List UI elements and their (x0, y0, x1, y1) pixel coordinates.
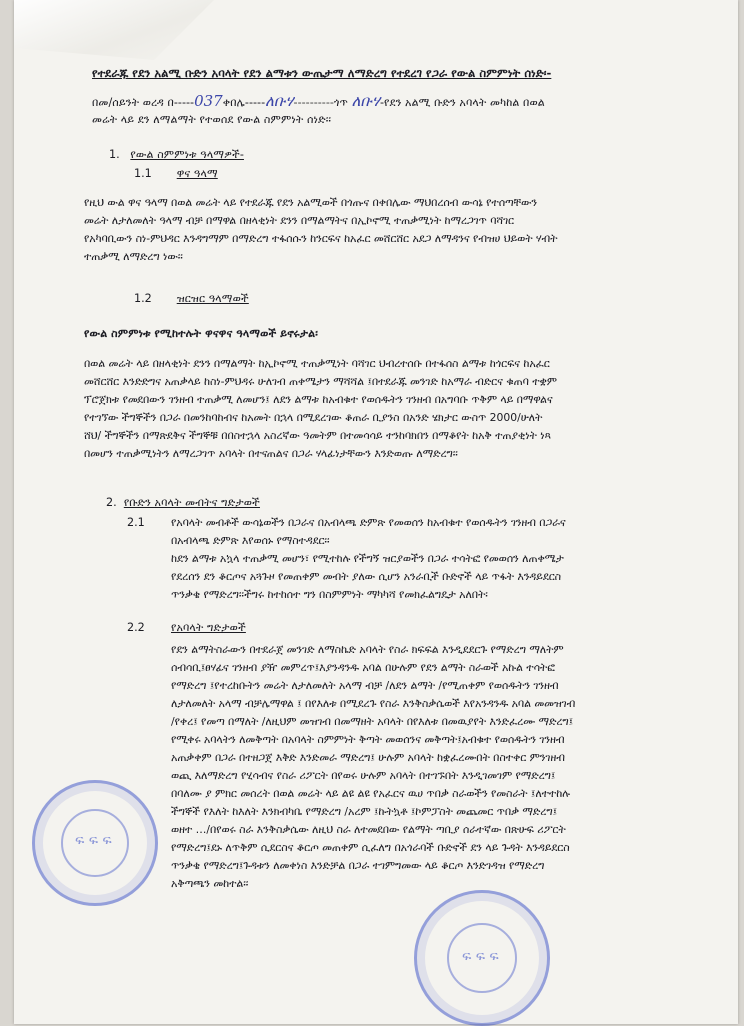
section-1-number: 1. (109, 148, 120, 161)
left-official-stamp (32, 780, 158, 906)
intro-line-1: በመ/ሰይንት ወረዳ በ-----037ቀበሌ-----ለቡሃ----------ጎጥ ለቡሃ-የደን አልሚ ቡድን አባላት መካከል በወል (92, 92, 545, 110)
section-1-2-title: ዝርዝር ዓላማወች (176, 292, 249, 305)
kebele-number-handwritten: 037 (194, 92, 223, 110)
section-1-heading (109, 148, 244, 162)
section-2-2-body: የደን ልማትስራውን በተደራጀ መንገድ ለማስኬድ አባላት የስራ ክፍፍል እንዲደደርጉ የማድረግ ማለትም ሰብሳቢ፤ፀሃፊና ገንዘብ ያዥ መምረጥ፤እያንዳንዱ አባል በሁሉም የደን ልማት ስራወች አኩል ተሳትፎ የማድረግ ፤የተረከቡትን መሬት ለታለመለት አላማ ብቻ /ለደን ልማት /የሚጠቀም የወሰዱትን ገንዘብ ለታለመለት አላማ ብቻሌማዋል ፤ በየእለቱ በሚደረጉ የስራ እንቅስቃሴወች እየአንዳንዱ አባል መመዝገብ /የቀረ፤ የመጣ በማለት /ለዚህም መዝገብ በመማዘት አባላት በየእለቱ በመዉያየት እንድፈረሙ ማድረግ፤ የሚቀሩ አባላትን ለመቅጣት በአባላት ስምምነት ቅጣት መወሰንና መቅጣት፤አብቁተ የወሰዱትን ገንዘብ አጠቃቀም በጋራ በተዘጋጀ እቅድ እንድመራ ማድረግ፤ ሁሉም አባላት ከቋፈረሙበት በስተቀር ምንገዘብ ወጪ እለማድረግ የሂሳብና የስራ ሪፖርት በየወሩ ሁሉም አባላት በተገኙበት እንዲገመገም የማድረግ፤ በባለሙ ያ ምክር መሰረት በወል መሬት ላይ ልዩ ልዩ የአፈርና ዉሀ ጥበቃ ስራወችን የመስራት ፤ለተተከሉ ችግኞች የእለት ከእለት እንክብካቤ የማድረግ /አረም ፤ኩትኳቶ ፤ኮምፓስት መጨመር ጥበቃ ማድረግ፤ ወዘተ …/በየወሩ ስራ እንቅስቃሴው ለዚህ ስራ ለተመደበው የልማት ጣቢያ ሰራተኛው በጽሁፍ ሪፖርት የማድረግ፤ደኑ ለጥቅም ሲደርስና ቆርጦ መጠቀም ሲፈለግ በአጎራባች ቡድኖች ደን ላይ ጉዳት እንዳይደርስ ጥንቃቄ የማድረግ፤ጉዳቱን ለመቀነስ እንድቻል በጋራ ተገምግመው ላይ ቆርጦ እንድገዳዝ የማድረግ አቅጣጫን መከተል፡፡ (171, 643, 576, 890)
intro-kebele-label: ቀበሌ----- (222, 96, 266, 109)
document-page (14, 0, 738, 1024)
left-stamp-text: ፍ ፍ ፍ (75, 833, 112, 849)
section-2-heading (106, 496, 260, 510)
section-1-1-body: የዚህ ውል ዋና ዓላማ በወል መሬት ላይ የተደራጁ የደን አልሚወች በጎጡና በቀበሌው ማህበረሰብ ውሳኔ የተሰጣቸውን መሬት ለታለመለት ዓላማ ብቻ በማዋል በዘላቂነት ደንን በማልማትና በኢኮኖሚ ተጠቃሚነት ከማረጋገጥ ባሻገር የአካባቢውን ስነ-ምህዳር እንዳግማም በማድረግ ተፋሰሱን ከንርፍና ከአፈር መሸርሸር አደጋ ለማዳንና የብዝሀ ህይወት ሃብት ተጠቃሚ ለማድረግ ነው፡፡ (84, 196, 558, 263)
intro-prefix: በመ/ሰይንት ወረዳ በ----- (92, 96, 195, 109)
section-1-2-lead: የውል ስምምነቱ የሚከተሉት ዋናዋና ዓላማወች ይኖሩታል፡ (84, 327, 318, 340)
section-2-2-title: የአባላት ግድታወች (171, 621, 246, 634)
kebele-name-handwritten: ለቡሃ (265, 92, 294, 110)
section-2-number: 2. (106, 496, 117, 509)
section-2-1-number: 2.1 (127, 516, 145, 529)
intro-suffix: -የደን አልሚ ቡድን አባላት መካከል በወል (380, 96, 545, 109)
section-1-1-heading (134, 167, 218, 181)
right-official-stamp (414, 890, 550, 1026)
section-1-2-body: በወል መሬት ላይ በዘላቂነት ደንን በማልማት ከኢኮኖሚ ተጠቃሚነት ባሻገር ህብረተሰቡ በተፋሰስ ልማቱ ከጎርፍና ከአፈር መሸርሸር እንድድግና አጠቃላይ ከስነ-ምህዳሩ ሁለገብ ጠቀሜታን ማሻሻል ፤በተደራጁ መንገድ ከአማራ ብድርና ቁጠባ ተቋም ፕሮጀክቱ የመደበውን ገንዘብ ተጠቃሚ ለመሆን፤ ለደን ልማቱ ከአብቁተ የወሰዱትን ገንዘብ በአግባቡ ጥቅም ላይ በማዋልና የተገኘው ችግኞችን በጋራ በመንከባከብና ከአመት በኋላ በሚደረገው ቆጠራ ቢያንስ በአንድ ሄክታር ውስጥ 2000/ሁለት ሸህ/ ችግኞችን በማጽደቅና ችግኞቹ በበስተኋላ አስረኛው ዓመትም በተመሳሳይ ተንከባክበን በማቆየት ከአቅ ተጠያቂነት ነጻ በመሆን ተጠቃሚነትን ለማረጋገጥ አባላት በተናጠልና በጋራ ሃላፊነታቸውን እንድወጡ ለማድረግ፡፡ (84, 357, 557, 460)
right-stamp-text: ፍ ፍ ፍ (462, 949, 499, 965)
section-1-title: የውል ስምምነቱ ዓላማዎች- (130, 148, 244, 161)
got-name-handwritten: ለቡሃ (351, 92, 381, 110)
section-1-2-number: 1.2 (134, 292, 152, 305)
section-1-2-heading (134, 292, 249, 306)
intro-got-label: ጎጥ (333, 96, 349, 109)
section-2-title: የቡድን አባላት መብትና ግድታወች (123, 496, 260, 509)
section-2-1-body: የአባላት መብቶች ውሳኔወችን በጋራና በአብላጫ ድምጽ የመወሰን ከአብቁተ የወሰዱትን ገንዘብ በጋራና በአብላጫ ድምጽ እየወሰኑ የማስተዳደር፡፡ ከደን ልማቱ አኳላ ተጠቃሚ መሆን፣ የሚተከሉ የችግኝ ዝርያወችን በጋራ ተሳትፎ የመወሰን ለጠቀሜታ የደረሰን ደን ቆርጦና አጓጉዞ የመጠቀም መብት ያለው ሲሆን አንራቢች ቡድኖች ላይ ጥፋት እንዳይደርስ ጥንቃቄ የማድረግ፡፡ችግሩ ከተከሰተ ግን በስምምነት ማካካሻ የመክፈልግዴታ አለበት፡ (171, 516, 566, 601)
document-title: የተደራጁ የደን አልሚ ቡድን አባላት የደን ልማቱን ውጤታማ ለማድረግ የተደረገ የጋራ የውል ስምምነት ሰነድ፡- (92, 66, 552, 80)
intro-line-2: መሬት ላይ ደን ለማልማት የተወሰደ የውል ስምምነት ሰነድ፡፡ (92, 113, 331, 126)
section-1-1-number: 1.1 (134, 167, 152, 180)
section-1-1-title: ዋና ዓላማ (176, 167, 218, 180)
section-2-2-number: 2.2 (127, 621, 145, 634)
